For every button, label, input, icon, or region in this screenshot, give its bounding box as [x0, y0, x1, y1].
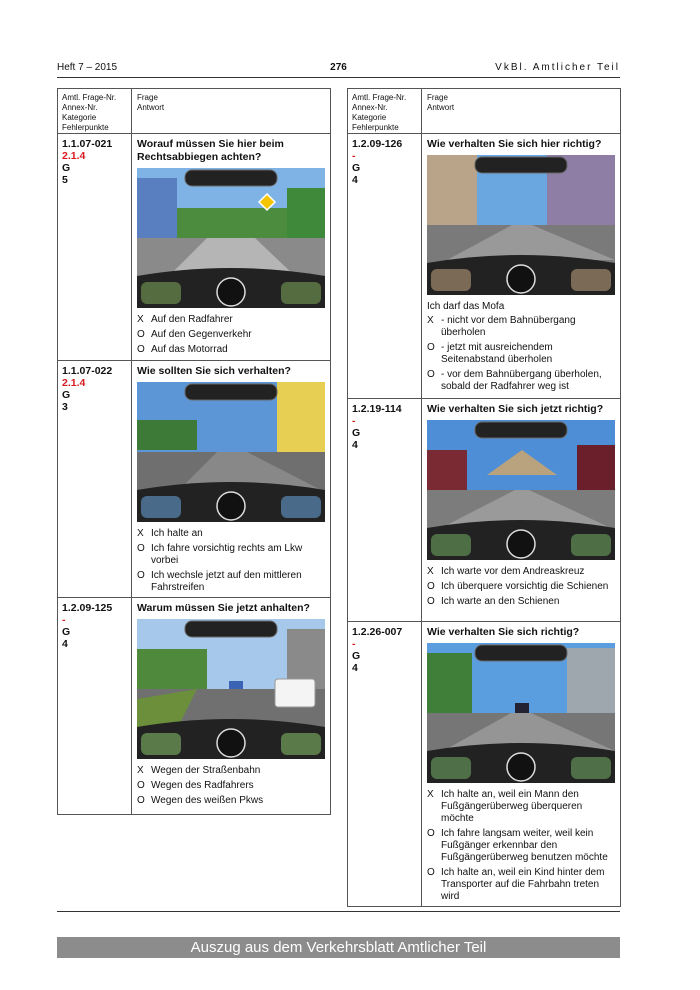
annex-number: -	[352, 638, 356, 650]
answer-intro: Ich darf das Mofa	[427, 301, 505, 312]
annex-number: -	[62, 614, 66, 626]
category: G	[62, 626, 71, 638]
question-row	[348, 134, 620, 399]
answer-option[interactable]: X Wegen der Straßenbahn	[137, 765, 261, 776]
question-number: 1.2.26-007	[352, 626, 403, 638]
question-text: Wie verhalten Sie sich richtig?	[427, 626, 580, 638]
annex-number: 2.1.4	[62, 377, 86, 389]
driving-scene-image	[427, 155, 615, 295]
header-divider	[57, 77, 620, 78]
footer-divider	[57, 911, 620, 912]
error-points: 4	[352, 439, 358, 451]
answer-option[interactable]: O Wegen des weißen Pkws	[137, 795, 264, 806]
head-col1-line: Amtl. Frage-Nr.	[62, 93, 117, 102]
category: G	[352, 162, 361, 174]
answer-option[interactable]: O Ich fahre langsam weiter, weil kein Fußgänger erkennbar den Fußgängerüberweg benutzen möchte	[427, 828, 608, 863]
question-text: Warum müssen Sie jetzt anhalten?	[137, 602, 310, 614]
head-col1-line: Kategorie	[352, 113, 387, 122]
question-number: 1.2.09-125	[62, 602, 113, 614]
head-col2-line: Antwort	[137, 103, 165, 112]
error-points: 3	[62, 401, 68, 413]
page-number: 276	[330, 62, 347, 73]
driving-scene-image	[137, 168, 325, 308]
answer-option[interactable]: X Auf den Radfahrer	[137, 314, 233, 325]
head-col1-line: Fehlerpunkte	[352, 123, 399, 132]
issue-label: Heft 7 – 2015	[57, 62, 118, 73]
category: G	[352, 427, 361, 439]
head-col1-line: Annex-Nr.	[62, 103, 98, 112]
question-text: Wie sollten Sie sich verhalten?	[137, 365, 291, 377]
head-col2-line: Frage	[427, 93, 448, 102]
driving-scene-image	[427, 420, 615, 560]
answer-option[interactable]: O Ich warte an den Schienen	[427, 596, 560, 607]
head-col2-line: Antwort	[427, 103, 455, 112]
error-points: 4	[62, 638, 68, 650]
category: G	[62, 389, 71, 401]
head-col2-line: Frage	[137, 93, 158, 102]
driving-scene-image	[137, 619, 325, 759]
error-points: 5	[62, 174, 68, 186]
question-row	[348, 399, 620, 622]
category: G	[62, 162, 71, 174]
answer-option[interactable]: O Ich überquere vorsichtig die Schienen	[427, 581, 609, 592]
answer-option[interactable]: X Ich halte an, weil ein Mann den Fußgängerüberweg überqueren möchte	[427, 789, 583, 824]
question-number: 1.2.19-114	[352, 403, 402, 415]
question-row	[58, 361, 330, 598]
question-number: 1.2.09-126	[352, 138, 403, 150]
publication-title: VkBl. Amtlicher Teil	[495, 62, 620, 73]
driving-scene-image	[427, 643, 615, 783]
head-col1-line: Amtl. Frage-Nr.	[352, 93, 407, 102]
error-points: 4	[352, 174, 358, 186]
annex-number: 2.1.4	[62, 150, 86, 162]
answer-option[interactable]: O Auf den Gegenverkehr	[137, 329, 252, 340]
answer-option[interactable]: O Ich wechsle jetzt auf den mittleren Fahrstreifen	[137, 570, 302, 593]
question-table-left	[57, 88, 331, 815]
question-row	[348, 622, 620, 907]
answer-option[interactable]: O - jetzt mit ausreichendem Seitenabstand überholen	[427, 342, 553, 365]
annex-number: -	[352, 150, 356, 162]
answer-option[interactable]: O Ich halte an, weil ein Kind hinter dem Transporter auf die Fahrbahn treten wird	[427, 867, 605, 902]
question-row	[58, 134, 330, 361]
answer-option[interactable]: X Ich warte vor dem Andreaskreuz	[427, 566, 585, 577]
question-text: Worauf müssen Sie hier beim Rechtsabbiegen achten?	[137, 138, 284, 163]
question-number: 1.1.07-021	[62, 138, 113, 150]
answer-option[interactable]: X - nicht vor dem Bahnübergang überholen	[427, 315, 576, 338]
annex-number: -	[352, 415, 356, 427]
driving-scene-image	[137, 382, 325, 522]
category: G	[352, 650, 361, 662]
table-header	[58, 89, 330, 134]
answer-option[interactable]: O Ich fahre vorsichtig rechts am Lkw vorbei	[137, 543, 303, 566]
answer-option[interactable]: O Auf das Motorrad	[137, 344, 228, 355]
error-points: 4	[352, 662, 358, 674]
table-header	[348, 89, 620, 134]
page-header	[57, 62, 620, 76]
page-footer: Auszug aus dem Verkehrsblatt Amtlicher Teil	[57, 937, 620, 958]
answer-option[interactable]: X Ich halte an	[137, 528, 203, 539]
question-text: Wie verhalten Sie sich jetzt richtig?	[427, 403, 604, 415]
head-col1-line: Fehlerpunkte	[62, 123, 109, 132]
head-col1-line: Annex-Nr.	[352, 103, 388, 112]
answer-option[interactable]: O - vor dem Bahnübergang überholen, sobald der Radfahrer weg ist	[427, 369, 602, 392]
question-table-right	[347, 88, 621, 907]
question-number: 1.1.07-022	[62, 365, 113, 377]
head-col1-line: Kategorie	[62, 113, 97, 122]
question-text: Wie verhalten Sie sich hier richtig?	[427, 138, 602, 150]
answer-option[interactable]: O Wegen des Radfahrers	[137, 780, 254, 791]
question-row	[58, 598, 330, 815]
